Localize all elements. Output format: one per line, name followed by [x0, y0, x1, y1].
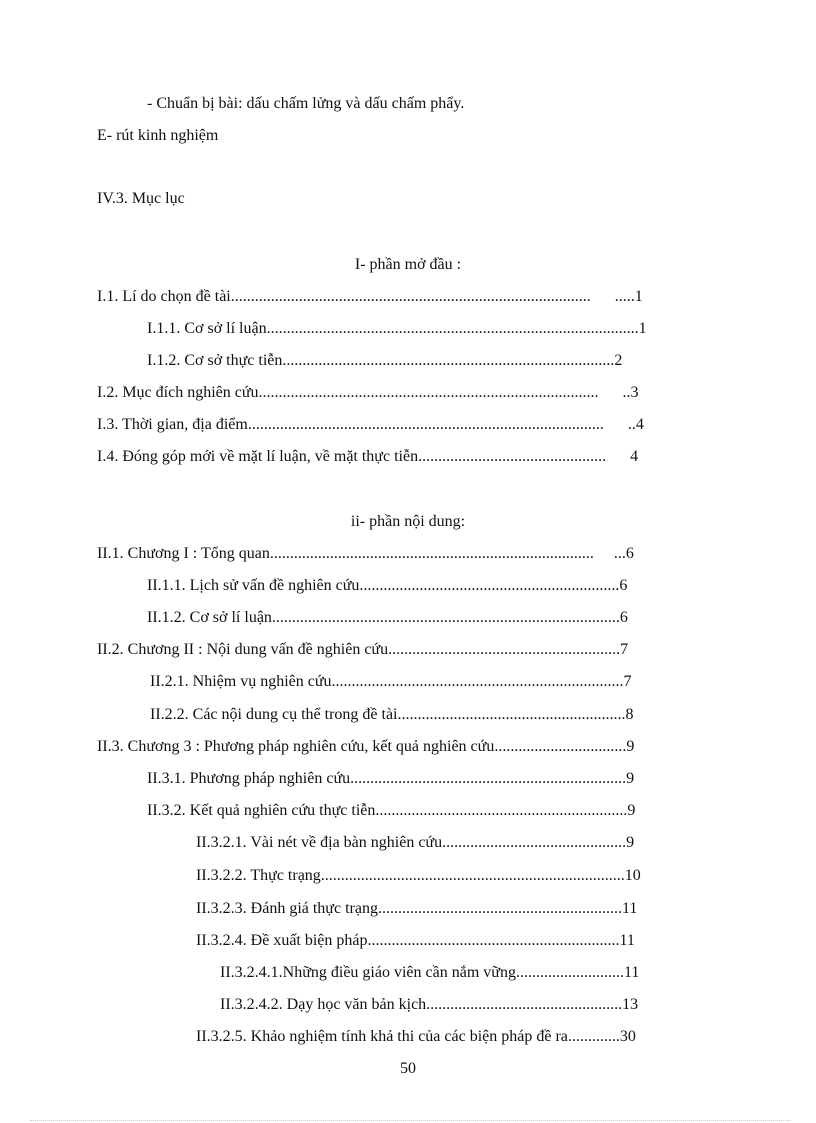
toc-entry-page: 9: [626, 738, 635, 755]
toc-entry-gap: [591, 288, 615, 305]
toc-entry-dots: .............................................................: [377, 900, 622, 917]
toc-entry[interactable]: [147, 576, 627, 596]
toc-entry[interactable]: [97, 737, 634, 757]
toc-entry-page: 2: [614, 352, 623, 369]
toc-entry-label: I.1. Lí do chọn đề tài: [97, 288, 231, 305]
toc-entry[interactable]: [196, 1027, 636, 1047]
toc-entry-label: II.2.2. Các nội dung cụ thể trong đề tài: [150, 706, 398, 723]
toc-heading: IV.3. Mục lục: [97, 190, 185, 207]
toc-entry[interactable]: [220, 995, 638, 1015]
toc-entry-page: 6: [619, 577, 628, 594]
toc-entry-dots: .............................................................................................: [266, 320, 639, 337]
toc-entry-page: 11: [619, 932, 635, 949]
toc-entry-dots: ...........................: [515, 964, 624, 981]
toc-entry-dots: .......................................................................................: [271, 609, 620, 626]
toc-entry[interactable]: [147, 608, 628, 628]
toc-entry[interactable]: [150, 672, 632, 692]
toc-entry-dots: .................................: [494, 738, 627, 755]
toc-entry-page: 30: [619, 1028, 636, 1045]
toc-entry-label: II.3.2.1. Vài nét về địa bàn nghiên cứu: [196, 834, 443, 851]
toc-entry[interactable]: [97, 447, 638, 467]
toc-entry-dots: ...............................................: [418, 448, 607, 465]
toc-entry-dots: ...................................................................................: [282, 352, 615, 369]
toc-entry-gap: [594, 545, 614, 562]
prep-line: - Chuẩn bị bài: dấu chấm lửng và dấu chấm phẩy.: [147, 95, 465, 112]
toc-entry-label: II.3. Chương 3 : Phương pháp nghiên cứu, kết quả nghiên cứu: [97, 738, 495, 755]
toc-entry-dots: .................................................................................: [269, 545, 594, 562]
toc-entry-page: 13: [622, 996, 639, 1013]
toc-entry-label: II.1.1. Lịch sử vấn đề nghiên cứu: [147, 577, 360, 594]
toc-entry[interactable]: [196, 833, 634, 853]
toc-entry[interactable]: [147, 319, 647, 339]
toc-entry-dots: .........................................................................: [331, 673, 624, 690]
toc-entry-dots: ..............................................: [442, 834, 627, 851]
toc-entry-page: .....1: [614, 288, 643, 305]
toc-entry[interactable]: [196, 866, 641, 886]
toc-entry[interactable]: [97, 544, 634, 564]
toc-entry-label: II.3.2.4. Đề xuất biện pháp: [196, 932, 368, 949]
toc-entry-dots: .........................................................: [397, 706, 626, 723]
toc-entry-page: 9: [626, 834, 635, 851]
toc-entry-label: II.1.2. Cơ sở lí luận: [147, 609, 272, 626]
toc-entry-dots: .............: [567, 1028, 620, 1045]
toc-entry-gap: [604, 416, 628, 433]
toc-entry-label: I.1.1. Cơ sở lí luận: [147, 320, 267, 337]
toc-entry-label: II.3.2.3. Đánh giá thực trạng: [196, 900, 378, 917]
part2-heading: ii- phần nội dung:: [350, 513, 466, 530]
toc-entry-label: II.3.2. Kết quả nghiên cứu thực tiễn: [147, 802, 376, 819]
toc-entry-page: ..4: [627, 416, 644, 433]
toc-entry-page: 4: [630, 448, 639, 465]
toc-entry-page: 9: [627, 802, 636, 819]
toc-entry-label: II.1. Chương I : Tổng quan: [97, 545, 270, 562]
toc-entry-label: I.1.2. Cơ sở thực tiễn: [147, 352, 283, 369]
toc-entry-page: 11: [623, 964, 640, 981]
toc-entry-page: 7: [620, 641, 629, 658]
toc-entry[interactable]: [147, 769, 634, 789]
toc-entry[interactable]: [150, 705, 634, 725]
toc-entry-dots: ............................................................................: [320, 867, 625, 884]
toc-entry[interactable]: [147, 801, 635, 821]
toc-entry-dots: ..........................................................: [388, 641, 621, 658]
toc-entry-label: II.3.2.2. Thực trạng: [196, 867, 321, 884]
toc-entry-dots: ...............................................................: [367, 932, 620, 949]
toc-entry-page: ...6: [613, 545, 634, 562]
toc-entry-label: I.3. Thời gian, địa điểm: [97, 416, 248, 433]
toc-entry-page: 1: [638, 320, 647, 337]
toc-entry[interactable]: [97, 415, 644, 435]
section-e-heading: E- rút kinh nghiệm: [97, 127, 219, 144]
toc-entry-page: 8: [625, 706, 634, 723]
toc-entry-page: 11: [621, 900, 638, 917]
toc-entry[interactable]: [220, 963, 639, 983]
toc-entry-label: II.2.1. Nhiệm vụ nghiên cứu: [150, 673, 332, 690]
toc-entry-label: II.3.2.4.2. Dạy học văn bản kịch: [220, 996, 427, 1013]
toc-entry-dots: .....................................................................................: [258, 384, 599, 401]
toc-entry[interactable]: [196, 931, 635, 951]
toc-entry-dots: .................................................: [426, 996, 623, 1013]
toc-entry-dots: .................................................................: [359, 577, 620, 594]
toc-entry-page: 6: [619, 609, 628, 626]
toc-entry-page: ..3: [622, 384, 639, 401]
toc-entry-label: II.3.2.4.1.Những điều giáo viên cần nắm vững: [220, 964, 516, 981]
toc-entry-page: 7: [623, 673, 632, 690]
toc-entry[interactable]: [97, 383, 639, 403]
toc-entry-label: I.4. Đóng góp mới về mặt lí luận, về mặt thực tiễn: [97, 448, 419, 465]
toc-entry-dots: ...............................................................: [375, 802, 628, 819]
toc-entry-label: II.3.2.5. Khảo nghiệm tính khả thi của các biện pháp đề ra: [196, 1028, 568, 1045]
part1-heading: I- phần mở đầu :: [354, 256, 462, 273]
toc-entry-gap: [599, 384, 623, 401]
toc-entry-dots: .....................................................................: [350, 770, 627, 787]
toc-entry-gap: [606, 448, 630, 465]
toc-entry-dots: ..........................................................................................: [230, 288, 591, 305]
toc-entry-label: I.2. Mục đích nghiên cứu: [97, 384, 259, 401]
toc-entry[interactable]: [97, 640, 628, 660]
toc-entry-dots: .........................................................................................: [247, 416, 604, 433]
toc-entry-page: 9: [626, 770, 635, 787]
toc-entry-page: 10: [624, 867, 641, 884]
page-number: 50: [400, 1060, 416, 1077]
toc-entry[interactable]: [196, 899, 637, 919]
toc-entry-label: II.3.1. Phương pháp nghiên cứu: [147, 770, 351, 787]
toc-entry-label: II.2. Chương II : Nội dung vấn đề nghiên cứu: [97, 641, 389, 658]
toc-entry[interactable]: [147, 351, 622, 371]
toc-entry[interactable]: [97, 287, 643, 307]
footer-divider: [30, 1120, 790, 1121]
